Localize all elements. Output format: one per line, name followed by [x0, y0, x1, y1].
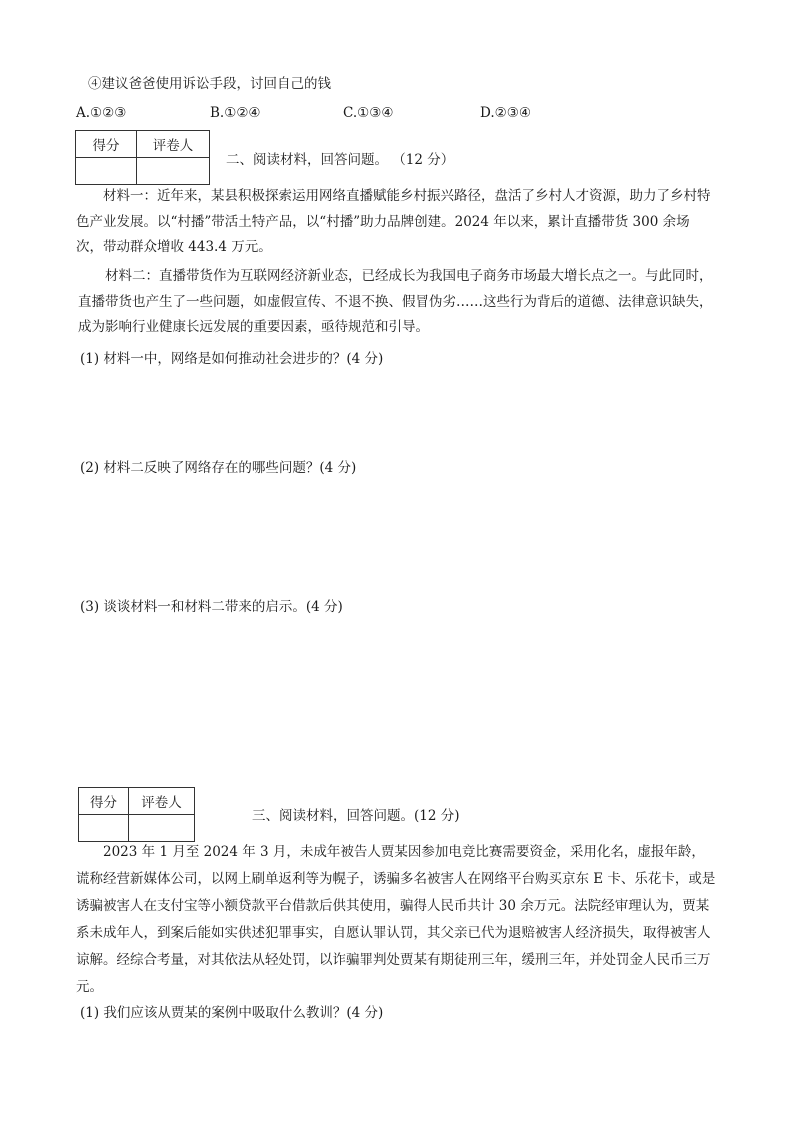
grader-label: 评卷人 — [137, 131, 210, 158]
section3-heading: 三、阅读材料，回答问题。(12 分) — [252, 808, 460, 824]
score-table-section3 — [78, 787, 195, 842]
section2-question-1: (1) 材料一中，网络是如何推动社会进步的？(4 分) — [80, 351, 384, 367]
score-label: 得分 — [76, 131, 137, 158]
section3-question-1: (1) 我们应该从贾某的案例中吸取什么教训？(4 分) — [80, 1005, 384, 1021]
grader-cell — [129, 815, 195, 842]
choice-a: A.①②③ — [76, 105, 127, 121]
material-1: 材料一：近年来，某县积极探索运用网络直播赋能乡村振兴路径，盘活了乡村人才资源，助力了乡村特色产业发展。以“村播”带活土特产品，以“村播”助力品牌创建。2024 年以来，累计直播带货 300 余场次，带动群众增收 443.4 万元。 — [76, 188, 711, 255]
score-label: 得分 — [79, 788, 129, 815]
section2-heading: 二、阅读材料，回答问题。 （12 分） — [226, 152, 455, 168]
score-cell — [79, 815, 129, 842]
choice-d: D.②③④ — [480, 105, 531, 121]
section3-case-text: 2023 年 1 月至 2024 年 3 月，未成年被告人贾某因参加电竞比赛需要资金，采用化名，虚报年龄，谎称经营新媒体公司，以网上刷单返利等为幌子，诱骗多名被害人在网络平台购买京东 E 卡、乐花卡，或是诱骗被害人在支付宝等小额贷款平台借款后供其使用，骗得人民币共计 30 余万元。法院经审理认为，贾某系未成年人，到案后能如实供述犯罪事实，自愿认罪认罚，其父亲已代为退赔被害人经济损失，取得被害人谅解。经综合考量，对其依法从轻处罚，以诈骗罪判处贾某有期徒刑三年，缓刑三年，并处罚金人民币三万元。 — [76, 844, 716, 995]
choice-b: B.①②④ — [210, 105, 261, 121]
section2-question-2: (2) 材料二反映了网络存在的哪些问题？(4 分) — [80, 460, 357, 476]
option-4-text: ④建议爸爸使用诉讼手段，讨回自己的钱 — [88, 76, 331, 92]
section2-question-3: (3) 谈谈材料一和材料二带来的启示。(4 分) — [80, 599, 343, 615]
grader-label: 评卷人 — [129, 788, 195, 815]
choice-c: C.①③④ — [343, 105, 394, 121]
grader-cell — [137, 158, 210, 185]
material-2: 材料二：直播带货作为互联网经济新业态，已经成长为我国电子商务市场最大增长点之一。与此同时，直播带货也产生了一些问题，如虚假宣传、不退不换、假冒伪劣……这些行为背后的道德、法律意识缺失，成为影响行业健康长远发展的重要因素，亟待规范和引导。 — [78, 268, 713, 335]
score-cell — [76, 158, 137, 185]
score-table-section2 — [75, 130, 210, 185]
